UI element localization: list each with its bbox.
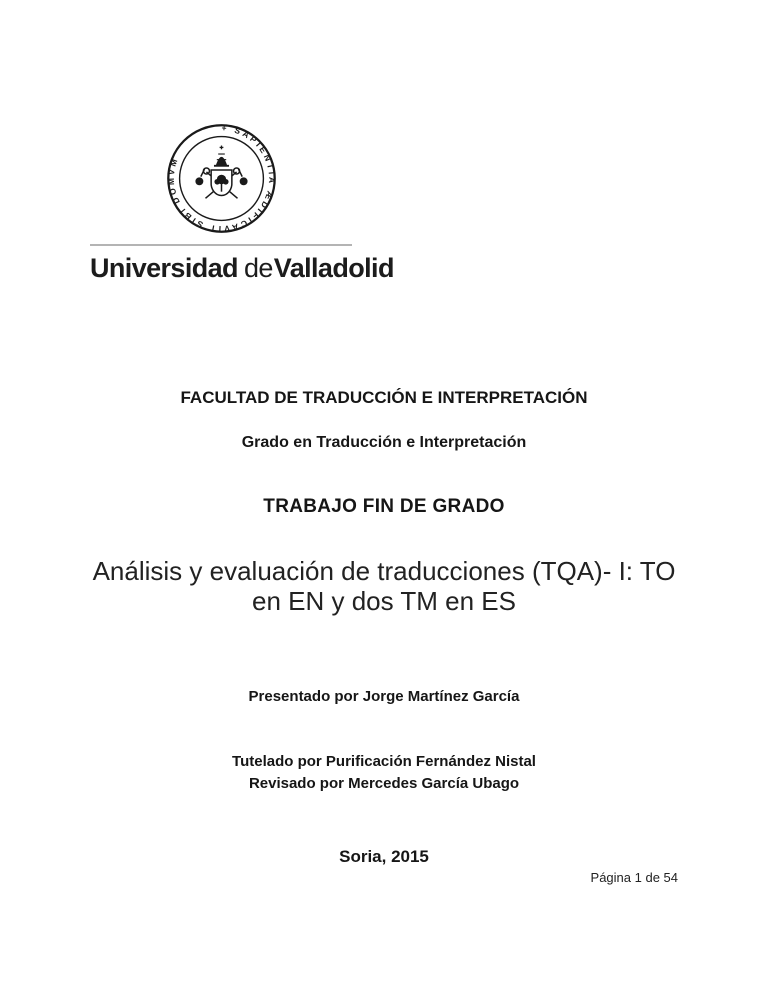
thesis-title: [40, 556, 728, 616]
wordmark-de: de: [243, 253, 273, 283]
page-indicator: Página 1 de 54: [590, 870, 678, 885]
university-wordmark: [90, 253, 394, 284]
tutored-by-line: Tutelado por Purificación Fernández Nistal: [232, 753, 536, 770]
university-logo: [90, 122, 394, 284]
reviewed-by-line: Revisado por Mercedes García Ubago: [248, 775, 520, 792]
faculty-heading: FACULTAD DE TRADUCCIÓN E INTERPRETACIÓN: [180, 388, 588, 407]
thesis-title-line1: Análisis y evaluación de traducciones (TQA)- I: TO: [92, 556, 676, 586]
university-seal-icon: [165, 122, 278, 235]
wordmark-universidad: Universidad: [90, 253, 238, 283]
degree-subheading: Grado en Traducción e Interpretación: [241, 434, 527, 451]
presented-by-line: Presentado por Jorge Martínez García: [248, 688, 520, 705]
seal-motto-text: + SAPIENTIA ÆDIFICAVIT SIBI DOMVM: [165, 122, 277, 235]
thesis-title-line2: en EN y dos TM en ES: [252, 586, 516, 616]
wordmark-valladolid: Valladolid: [273, 253, 394, 283]
logo-divider: [90, 244, 352, 246]
supervisors-block: [40, 751, 728, 795]
place-date-line: Soria, 2015: [339, 847, 429, 866]
work-type-heading: TRABAJO FIN DE GRADO: [263, 496, 505, 517]
seal-crest: [195, 146, 247, 199]
